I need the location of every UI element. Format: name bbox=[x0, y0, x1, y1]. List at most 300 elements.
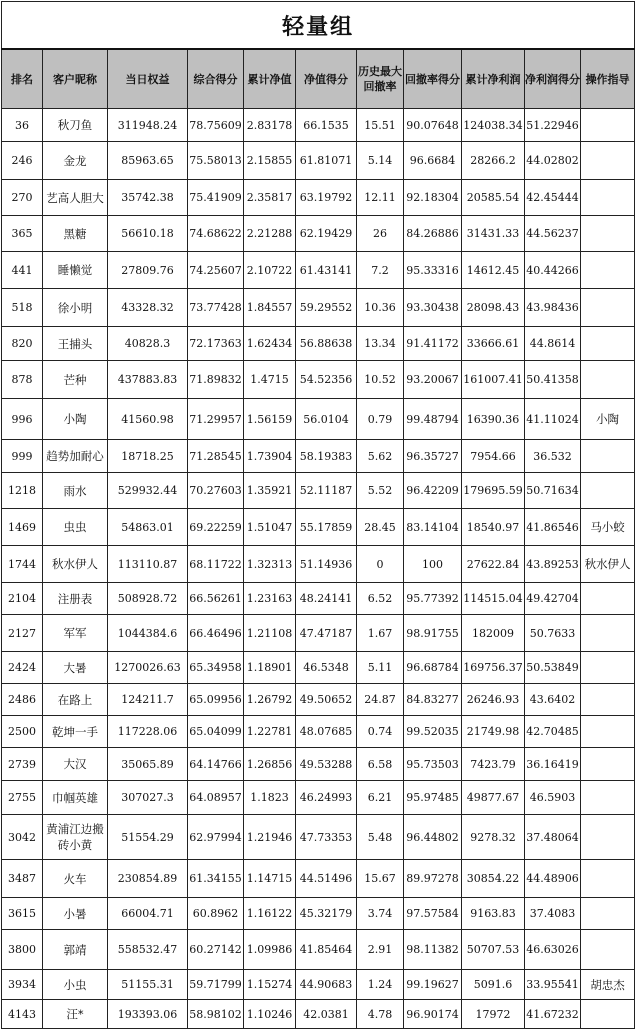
cell-nav-score: 46.24993 bbox=[296, 781, 357, 815]
cell-rank: 820 bbox=[2, 327, 43, 361]
cell-nickname: 秋刀鱼 bbox=[43, 109, 108, 142]
cell-guidance bbox=[581, 289, 635, 327]
cell-nav-score: 59.29552 bbox=[296, 289, 357, 327]
cell-profit-score: 42.45444 bbox=[525, 180, 581, 216]
cell-guidance bbox=[581, 440, 635, 473]
cell-cumulative-profit: 14612.45 bbox=[462, 252, 525, 289]
cell-nickname: 汪* bbox=[43, 1000, 108, 1029]
cell-max-drawdown: 10.36 bbox=[357, 289, 404, 327]
cell-drawdown-score: 95.97485 bbox=[404, 781, 462, 815]
cell-nav-score: 61.43141 bbox=[296, 252, 357, 289]
cell-max-drawdown: 15.67 bbox=[357, 860, 404, 898]
cell-nav-score: 61.81071 bbox=[296, 142, 357, 180]
cell-max-drawdown: 5.14 bbox=[357, 142, 404, 180]
cell-profit-score: 43.6402 bbox=[525, 684, 581, 716]
table-row bbox=[2, 252, 635, 289]
cell-daily-equity: 27809.76 bbox=[108, 252, 188, 289]
cell-drawdown-score: 89.97278 bbox=[404, 860, 462, 898]
table-row bbox=[2, 109, 635, 142]
cell-profit-score: 42.70485 bbox=[525, 716, 581, 748]
cell-rank: 996 bbox=[2, 399, 43, 440]
cell-profit-score: 41.86546 bbox=[525, 509, 581, 546]
cell-total-score: 58.98102 bbox=[188, 1000, 244, 1029]
cell-total-score: 75.58013 bbox=[188, 142, 244, 180]
cell-rank: 2127 bbox=[2, 615, 43, 652]
cell-cumulative-nav: 1.62434 bbox=[244, 327, 296, 361]
cell-daily-equity: 124211.7 bbox=[108, 684, 188, 716]
cell-cumulative-profit: 16390.36 bbox=[462, 399, 525, 440]
cell-cumulative-nav: 1.10246 bbox=[244, 1000, 296, 1029]
header-guidance: 操作指导 bbox=[581, 49, 635, 109]
cell-drawdown-score: 96.90174 bbox=[404, 1000, 462, 1029]
cell-nickname: 秋水伊人 bbox=[43, 546, 108, 583]
cell-total-score: 78.75609 bbox=[188, 109, 244, 142]
cell-nickname: 火车 bbox=[43, 860, 108, 898]
cell-drawdown-score: 97.57584 bbox=[404, 898, 462, 930]
cell-guidance bbox=[581, 142, 635, 180]
cell-daily-equity: 35065.89 bbox=[108, 748, 188, 781]
cell-drawdown-score: 96.35727 bbox=[404, 440, 462, 473]
cell-profit-score: 44.02802 bbox=[525, 142, 581, 180]
cell-daily-equity: 56610.18 bbox=[108, 216, 188, 252]
cell-max-drawdown: 2.91 bbox=[357, 930, 404, 970]
cell-cumulative-nav: 1.23163 bbox=[244, 583, 296, 615]
cell-cumulative-profit: 114515.04 bbox=[462, 583, 525, 615]
cell-daily-equity: 193393.06 bbox=[108, 1000, 188, 1029]
cell-nav-score: 47.73353 bbox=[296, 815, 357, 860]
cell-total-score: 61.34155 bbox=[188, 860, 244, 898]
cell-daily-equity: 51554.29 bbox=[108, 815, 188, 860]
cell-cumulative-profit: 33666.61 bbox=[462, 327, 525, 361]
cell-rank: 246 bbox=[2, 142, 43, 180]
table-row bbox=[2, 509, 635, 546]
table-row bbox=[2, 748, 635, 781]
cell-daily-equity: 437883.83 bbox=[108, 361, 188, 399]
cell-nav-score: 41.85464 bbox=[296, 930, 357, 970]
cell-daily-equity: 529932.44 bbox=[108, 473, 188, 509]
cell-rank: 2104 bbox=[2, 583, 43, 615]
cell-max-drawdown: 0.74 bbox=[357, 716, 404, 748]
cell-rank: 4143 bbox=[2, 1000, 43, 1029]
cell-max-drawdown: 12.11 bbox=[357, 180, 404, 216]
cell-drawdown-score: 95.33316 bbox=[404, 252, 462, 289]
table-row bbox=[2, 142, 635, 180]
cell-profit-score: 40.44266 bbox=[525, 252, 581, 289]
cell-total-score: 65.34958 bbox=[188, 652, 244, 684]
cell-guidance bbox=[581, 860, 635, 898]
cell-cumulative-nav: 1.15274 bbox=[244, 970, 296, 1000]
cell-cumulative-profit: 21749.98 bbox=[462, 716, 525, 748]
cell-guidance bbox=[581, 583, 635, 615]
cell-nickname: 雨水 bbox=[43, 473, 108, 509]
cell-nav-score: 47.47187 bbox=[296, 615, 357, 652]
cell-drawdown-score: 95.77392 bbox=[404, 583, 462, 615]
table-row bbox=[2, 684, 635, 716]
cell-nickname: 王捕头 bbox=[43, 327, 108, 361]
cell-daily-equity: 117228.06 bbox=[108, 716, 188, 748]
cell-rank: 2739 bbox=[2, 748, 43, 781]
cell-nickname: 乾坤一手 bbox=[43, 716, 108, 748]
cell-profit-score: 50.71634 bbox=[525, 473, 581, 509]
cell-total-score: 74.25607 bbox=[188, 252, 244, 289]
cell-nickname: 睡懒觉 bbox=[43, 252, 108, 289]
cell-total-score: 68.11722 bbox=[188, 546, 244, 583]
cell-daily-equity: 508928.72 bbox=[108, 583, 188, 615]
cell-daily-equity: 18718.25 bbox=[108, 440, 188, 473]
cell-total-score: 65.09956 bbox=[188, 684, 244, 716]
cell-profit-score: 43.98436 bbox=[525, 289, 581, 327]
table-row bbox=[2, 615, 635, 652]
cell-rank: 2500 bbox=[2, 716, 43, 748]
cell-daily-equity: 307027.3 bbox=[108, 781, 188, 815]
header-nickname: 客户昵称 bbox=[43, 49, 108, 109]
cell-nickname: 在路上 bbox=[43, 684, 108, 716]
cell-rank: 2755 bbox=[2, 781, 43, 815]
cell-daily-equity: 41560.98 bbox=[108, 399, 188, 440]
cell-total-score: 64.08957 bbox=[188, 781, 244, 815]
cell-cumulative-profit: 20585.54 bbox=[462, 180, 525, 216]
header-nav-score: 净值得分 bbox=[296, 49, 357, 109]
cell-profit-score: 46.5903 bbox=[525, 781, 581, 815]
cell-daily-equity: 85963.65 bbox=[108, 142, 188, 180]
cell-cumulative-profit: 179695.59 bbox=[462, 473, 525, 509]
cell-total-score: 60.27142 bbox=[188, 930, 244, 970]
cell-nav-score: 63.19792 bbox=[296, 180, 357, 216]
cell-rank: 1744 bbox=[2, 546, 43, 583]
cell-cumulative-nav: 2.21288 bbox=[244, 216, 296, 252]
cell-daily-equity: 43328.32 bbox=[108, 289, 188, 327]
cell-profit-score: 44.48906 bbox=[525, 860, 581, 898]
cell-profit-score: 41.67232 bbox=[525, 1000, 581, 1029]
cell-max-drawdown: 24.87 bbox=[357, 684, 404, 716]
cell-daily-equity: 40828.3 bbox=[108, 327, 188, 361]
header-row bbox=[2, 49, 635, 109]
cell-drawdown-score: 99.48794 bbox=[404, 399, 462, 440]
cell-nav-score: 44.51496 bbox=[296, 860, 357, 898]
table-row bbox=[2, 399, 635, 440]
cell-nav-score: 44.90683 bbox=[296, 970, 357, 1000]
cell-total-score: 75.41909 bbox=[188, 180, 244, 216]
cell-profit-score: 51.22946 bbox=[525, 109, 581, 142]
cell-guidance bbox=[581, 327, 635, 361]
cell-nickname: 徐小明 bbox=[43, 289, 108, 327]
header-total-score: 综合得分 bbox=[188, 49, 244, 109]
cell-guidance: 马小蛟 bbox=[581, 509, 635, 546]
cell-cumulative-nav: 1.4715 bbox=[244, 361, 296, 399]
header-profit-score: 净利润得分 bbox=[525, 49, 581, 109]
cell-nav-score: 49.53288 bbox=[296, 748, 357, 781]
cell-cumulative-nav: 1.84557 bbox=[244, 289, 296, 327]
cell-drawdown-score: 96.68784 bbox=[404, 652, 462, 684]
header-max-drawdown: 历史最大回撤率 bbox=[357, 49, 404, 109]
cell-cumulative-nav: 1.26856 bbox=[244, 748, 296, 781]
cell-cumulative-nav: 1.21108 bbox=[244, 615, 296, 652]
cell-cumulative-nav: 2.10722 bbox=[244, 252, 296, 289]
table-row bbox=[2, 583, 635, 615]
cell-rank: 2486 bbox=[2, 684, 43, 716]
cell-max-drawdown: 6.21 bbox=[357, 781, 404, 815]
cell-nickname: 小虫 bbox=[43, 970, 108, 1000]
cell-rank: 999 bbox=[2, 440, 43, 473]
cell-rank: 3934 bbox=[2, 970, 43, 1000]
cell-drawdown-score: 93.20067 bbox=[404, 361, 462, 399]
header-daily-equity: 当日权益 bbox=[108, 49, 188, 109]
cell-daily-equity: 66004.71 bbox=[108, 898, 188, 930]
cell-daily-equity: 1044384.6 bbox=[108, 615, 188, 652]
cell-daily-equity: 558532.47 bbox=[108, 930, 188, 970]
cell-total-score: 59.71799 bbox=[188, 970, 244, 1000]
cell-nav-score: 66.1535 bbox=[296, 109, 357, 142]
cell-total-score: 66.56261 bbox=[188, 583, 244, 615]
cell-cumulative-nav: 1.1823 bbox=[244, 781, 296, 815]
table-row bbox=[2, 289, 635, 327]
cell-guidance bbox=[581, 615, 635, 652]
cell-daily-equity: 311948.24 bbox=[108, 109, 188, 142]
cell-guidance: 小陶 bbox=[581, 399, 635, 440]
cell-guidance bbox=[581, 361, 635, 399]
cell-total-score: 66.46496 bbox=[188, 615, 244, 652]
table-body bbox=[2, 109, 635, 1029]
cell-nav-score: 45.32179 bbox=[296, 898, 357, 930]
cell-nav-score: 49.50652 bbox=[296, 684, 357, 716]
cell-cumulative-nav: 2.35817 bbox=[244, 180, 296, 216]
cell-profit-score: 50.7633 bbox=[525, 615, 581, 652]
cell-rank: 270 bbox=[2, 180, 43, 216]
cell-profit-score: 33.95541 bbox=[525, 970, 581, 1000]
table-row bbox=[2, 781, 635, 815]
cell-nickname: 艺高人胆大 bbox=[43, 180, 108, 216]
cell-cumulative-profit: 50707.53 bbox=[462, 930, 525, 970]
cell-rank: 1218 bbox=[2, 473, 43, 509]
cell-total-score: 62.97994 bbox=[188, 815, 244, 860]
cell-cumulative-profit: 30854.22 bbox=[462, 860, 525, 898]
cell-cumulative-nav: 2.83178 bbox=[244, 109, 296, 142]
cell-total-score: 65.04099 bbox=[188, 716, 244, 748]
cell-nav-score: 58.19383 bbox=[296, 440, 357, 473]
cell-max-drawdown: 7.2 bbox=[357, 252, 404, 289]
cell-nav-score: 54.52356 bbox=[296, 361, 357, 399]
cell-guidance bbox=[581, 898, 635, 930]
cell-drawdown-score: 93.30438 bbox=[404, 289, 462, 327]
cell-rank: 878 bbox=[2, 361, 43, 399]
header-drawdown-score: 回撤率得分 bbox=[404, 49, 462, 109]
cell-total-score: 71.29957 bbox=[188, 399, 244, 440]
cell-max-drawdown: 5.52 bbox=[357, 473, 404, 509]
table-row bbox=[2, 652, 635, 684]
cell-daily-equity: 54863.01 bbox=[108, 509, 188, 546]
cell-cumulative-profit: 31431.33 bbox=[462, 216, 525, 252]
cell-guidance bbox=[581, 930, 635, 970]
cell-guidance bbox=[581, 716, 635, 748]
table-row bbox=[2, 440, 635, 473]
header-cumulative-nav: 累计净值 bbox=[244, 49, 296, 109]
header-cumulative-profit: 累计净利润 bbox=[462, 49, 525, 109]
cell-guidance bbox=[581, 180, 635, 216]
cell-cumulative-nav: 1.18901 bbox=[244, 652, 296, 684]
cell-total-score: 70.27603 bbox=[188, 473, 244, 509]
cell-cumulative-nav: 1.35921 bbox=[244, 473, 296, 509]
cell-profit-score: 44.56237 bbox=[525, 216, 581, 252]
cell-guidance bbox=[581, 781, 635, 815]
cell-profit-score: 49.42704 bbox=[525, 583, 581, 615]
table-row bbox=[2, 546, 635, 583]
cell-daily-equity: 230854.89 bbox=[108, 860, 188, 898]
cell-profit-score: 36.16419 bbox=[525, 748, 581, 781]
cell-total-score: 60.8962 bbox=[188, 898, 244, 930]
table-row bbox=[2, 473, 635, 509]
cell-nickname: 大暑 bbox=[43, 652, 108, 684]
table-row bbox=[2, 216, 635, 252]
cell-daily-equity: 1270026.63 bbox=[108, 652, 188, 684]
cell-profit-score: 44.8614 bbox=[525, 327, 581, 361]
cell-max-drawdown: 15.51 bbox=[357, 109, 404, 142]
cell-nickname: 军军 bbox=[43, 615, 108, 652]
cell-max-drawdown: 0.79 bbox=[357, 399, 404, 440]
cell-max-drawdown: 10.52 bbox=[357, 361, 404, 399]
cell-drawdown-score: 98.11382 bbox=[404, 930, 462, 970]
cell-drawdown-score: 84.83277 bbox=[404, 684, 462, 716]
cell-nav-score: 42.0381 bbox=[296, 1000, 357, 1029]
cell-cumulative-nav: 1.56159 bbox=[244, 399, 296, 440]
cell-rank: 518 bbox=[2, 289, 43, 327]
cell-drawdown-score: 84.26886 bbox=[404, 216, 462, 252]
cell-guidance: 胡忠杰 bbox=[581, 970, 635, 1000]
cell-guidance bbox=[581, 252, 635, 289]
cell-nickname: 金龙 bbox=[43, 142, 108, 180]
cell-cumulative-profit: 49877.67 bbox=[462, 781, 525, 815]
cell-profit-score: 50.41358 bbox=[525, 361, 581, 399]
cell-rank: 3615 bbox=[2, 898, 43, 930]
cell-rank: 1469 bbox=[2, 509, 43, 546]
cell-drawdown-score: 83.14104 bbox=[404, 509, 462, 546]
cell-guidance bbox=[581, 473, 635, 509]
cell-rank: 36 bbox=[2, 109, 43, 142]
cell-cumulative-profit: 28098.43 bbox=[462, 289, 525, 327]
cell-cumulative-profit: 27622.84 bbox=[462, 546, 525, 583]
table-row bbox=[2, 970, 635, 1000]
cell-cumulative-nav: 1.16122 bbox=[244, 898, 296, 930]
cell-cumulative-profit: 28266.2 bbox=[462, 142, 525, 180]
cell-drawdown-score: 96.42209 bbox=[404, 473, 462, 509]
cell-total-score: 74.68622 bbox=[188, 216, 244, 252]
cell-guidance bbox=[581, 815, 635, 860]
cell-total-score: 71.89832 bbox=[188, 361, 244, 399]
cell-nav-score: 62.19429 bbox=[296, 216, 357, 252]
cell-guidance bbox=[581, 109, 635, 142]
table-row bbox=[2, 716, 635, 748]
cell-cumulative-profit: 182009 bbox=[462, 615, 525, 652]
cell-guidance bbox=[581, 748, 635, 781]
cell-profit-score: 37.4083 bbox=[525, 898, 581, 930]
cell-rank: 365 bbox=[2, 216, 43, 252]
cell-total-score: 64.14766 bbox=[188, 748, 244, 781]
cell-drawdown-score: 91.41172 bbox=[404, 327, 462, 361]
cell-drawdown-score: 98.91755 bbox=[404, 615, 462, 652]
cell-nav-score: 48.07685 bbox=[296, 716, 357, 748]
cell-nickname: 黑糖 bbox=[43, 216, 108, 252]
cell-max-drawdown: 28.45 bbox=[357, 509, 404, 546]
cell-nickname: 注册表 bbox=[43, 583, 108, 615]
cell-nickname: 黄浦江边搬砖小黄 bbox=[43, 815, 108, 860]
table-row bbox=[2, 815, 635, 860]
cell-daily-equity: 113110.87 bbox=[108, 546, 188, 583]
cell-cumulative-profit: 17972 bbox=[462, 1000, 525, 1029]
cell-rank: 3800 bbox=[2, 930, 43, 970]
cell-nav-score: 55.17859 bbox=[296, 509, 357, 546]
cell-max-drawdown: 6.58 bbox=[357, 748, 404, 781]
cell-nickname: 趋势加耐心 bbox=[43, 440, 108, 473]
cell-max-drawdown: 13.34 bbox=[357, 327, 404, 361]
cell-nav-score: 56.0104 bbox=[296, 399, 357, 440]
cell-cumulative-profit: 124038.34 bbox=[462, 109, 525, 142]
cell-cumulative-nav: 1.32313 bbox=[244, 546, 296, 583]
cell-nav-score: 51.14936 bbox=[296, 546, 357, 583]
ranking-table bbox=[1, 1, 635, 1029]
cell-nav-score: 56.88638 bbox=[296, 327, 357, 361]
cell-cumulative-nav: 1.51047 bbox=[244, 509, 296, 546]
cell-guidance bbox=[581, 216, 635, 252]
cell-cumulative-nav: 1.09986 bbox=[244, 930, 296, 970]
cell-total-score: 72.17363 bbox=[188, 327, 244, 361]
table-row bbox=[2, 930, 635, 970]
cell-guidance bbox=[581, 684, 635, 716]
cell-cumulative-profit: 7423.79 bbox=[462, 748, 525, 781]
cell-nickname: 小暑 bbox=[43, 898, 108, 930]
cell-nickname: 大汉 bbox=[43, 748, 108, 781]
cell-nickname: 芒种 bbox=[43, 361, 108, 399]
cell-nickname: 小陶 bbox=[43, 399, 108, 440]
cell-cumulative-nav: 1.22781 bbox=[244, 716, 296, 748]
cell-drawdown-score: 92.18304 bbox=[404, 180, 462, 216]
table-row bbox=[2, 860, 635, 898]
cell-max-drawdown: 5.11 bbox=[357, 652, 404, 684]
cell-drawdown-score: 90.07648 bbox=[404, 109, 462, 142]
cell-daily-equity: 35742.38 bbox=[108, 180, 188, 216]
cell-cumulative-nav: 1.73904 bbox=[244, 440, 296, 473]
cell-guidance bbox=[581, 1000, 635, 1029]
table-row bbox=[2, 898, 635, 930]
cell-rank: 3487 bbox=[2, 860, 43, 898]
cell-max-drawdown: 1.24 bbox=[357, 970, 404, 1000]
cell-max-drawdown: 3.74 bbox=[357, 898, 404, 930]
cell-max-drawdown: 4.78 bbox=[357, 1000, 404, 1029]
cell-max-drawdown: 6.52 bbox=[357, 583, 404, 615]
cell-nav-score: 52.11187 bbox=[296, 473, 357, 509]
cell-drawdown-score: 100 bbox=[404, 546, 462, 583]
cell-rank: 2424 bbox=[2, 652, 43, 684]
cell-rank: 441 bbox=[2, 252, 43, 289]
cell-cumulative-profit: 18540.97 bbox=[462, 509, 525, 546]
cell-cumulative-profit: 26246.93 bbox=[462, 684, 525, 716]
cell-max-drawdown: 1.67 bbox=[357, 615, 404, 652]
cell-cumulative-profit: 9278.32 bbox=[462, 815, 525, 860]
cell-cumulative-profit: 9163.83 bbox=[462, 898, 525, 930]
cell-nav-score: 46.5348 bbox=[296, 652, 357, 684]
cell-total-score: 69.22259 bbox=[188, 509, 244, 546]
cell-max-drawdown: 26 bbox=[357, 216, 404, 252]
table-row bbox=[2, 361, 635, 399]
cell-cumulative-profit: 7954.66 bbox=[462, 440, 525, 473]
cell-nav-score: 48.24141 bbox=[296, 583, 357, 615]
cell-drawdown-score: 99.19627 bbox=[404, 970, 462, 1000]
table-title: 轻量组 bbox=[2, 2, 635, 50]
cell-profit-score: 36.532 bbox=[525, 440, 581, 473]
cell-rank: 3042 bbox=[2, 815, 43, 860]
cell-drawdown-score: 99.52035 bbox=[404, 716, 462, 748]
cell-cumulative-profit: 169756.37 bbox=[462, 652, 525, 684]
cell-profit-score: 46.63026 bbox=[525, 930, 581, 970]
cell-drawdown-score: 96.6684 bbox=[404, 142, 462, 180]
